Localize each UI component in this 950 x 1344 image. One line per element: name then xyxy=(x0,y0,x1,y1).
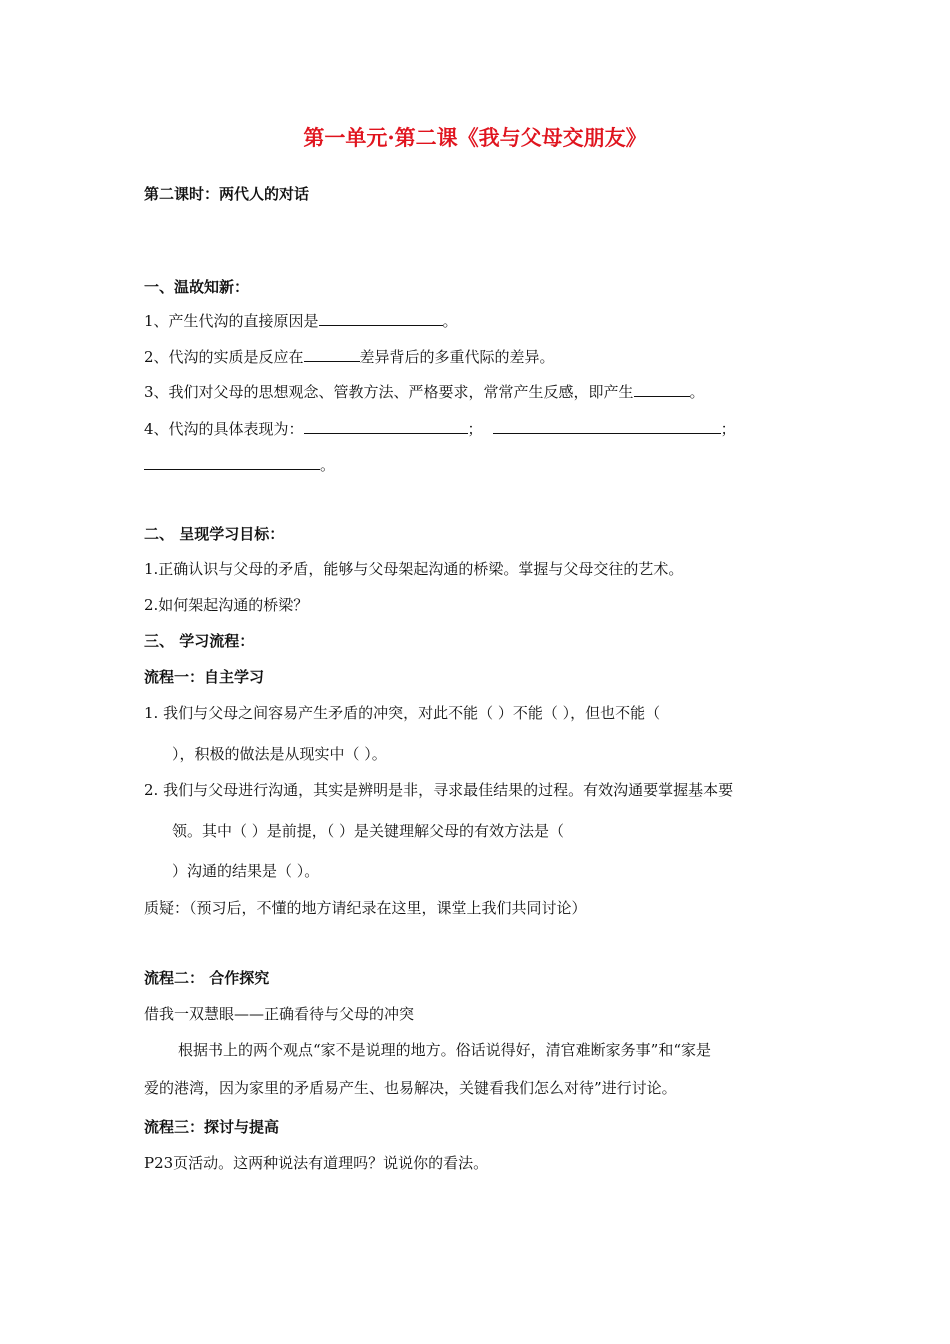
flow3-heading: 流程三：探讨与提高 xyxy=(144,1118,280,1136)
section3-heading: 三、 学习流程： xyxy=(144,632,255,650)
review-question-3 xyxy=(144,382,705,402)
goal-2: 2.如何架起沟通的桥梁？ xyxy=(144,596,309,614)
flow1-q1-line2: ），积极的做法是从现实中（ ）。 xyxy=(172,745,387,763)
flow2-topic: 借我一双慧眼——正确看待与父母的冲突 xyxy=(144,1005,415,1023)
review-question-1 xyxy=(144,311,458,331)
q4-sep-1: ； xyxy=(467,420,483,438)
review-question-4 xyxy=(144,419,736,439)
section2-heading: 二、 呈现学习目标： xyxy=(144,525,285,543)
flow2-heading: 流程二： 合作探究 xyxy=(144,969,270,987)
flow1-q2-line3: ）沟通的结果是（ ）。 xyxy=(172,862,320,880)
q4-end: 。 xyxy=(320,456,336,474)
q4-text: 4、代沟的具体表现为： xyxy=(144,420,304,438)
q2-blank[interactable] xyxy=(304,347,360,362)
q4-blank-2[interactable] xyxy=(493,419,721,434)
lesson-subtitle: 第二课时：两代人的对话 xyxy=(144,185,310,203)
q1-end: 。 xyxy=(442,312,458,330)
review-question-2 xyxy=(144,347,555,367)
q3-blank[interactable] xyxy=(634,382,690,397)
q2-text: 2、代沟的实质是反应在 xyxy=(144,348,304,366)
q2-end: 差异背后的多重代际的差异。 xyxy=(359,348,555,366)
q4-blank-1[interactable] xyxy=(304,419,468,434)
q4-blank-3[interactable] xyxy=(144,455,320,470)
goal-1: 1.正确认识与父母的矛盾，能够与父母架起沟通的桥梁。掌握与父母交往的艺术。 xyxy=(144,560,684,578)
q1-blank[interactable] xyxy=(319,311,443,326)
q4-sep-2: ； xyxy=(720,420,736,438)
flow1-q1-line1: 1. 我们与父母之间容易产生矛盾的冲突，对此不能（ ）不能（ ），但也不能（ xyxy=(144,704,661,722)
review-question-4-cont xyxy=(144,455,335,475)
q3-end: 。 xyxy=(689,383,705,401)
flow3-activity: P23页活动。这两种说法有道理吗？说说你的看法。 xyxy=(144,1154,489,1172)
question-note: 质疑：（预习后，不懂的地方请纪录在这里，课堂上我们共同讨论） xyxy=(144,899,587,917)
flow2-para-line1: 根据书上的两个观点“家不是说理的地方。俗话说得好，清官难断家务事”和“家是 xyxy=(178,1041,712,1059)
section1-heading: 一、温故知新： xyxy=(144,278,250,296)
flow2-para-line2: 爱的港湾，因为家里的矛盾易产生、也易解决，关键看我们怎么对待”进行讨论。 xyxy=(144,1079,677,1097)
flow1-q2-line2: 领。其中（ ）是前提，（ ）是关键理解父母的有效方法是（ xyxy=(172,822,565,840)
flow1-heading: 流程一：自主学习 xyxy=(144,668,265,686)
page-title: 第一单元·第二课《我与父母交朋友》 xyxy=(303,125,647,150)
flow1-q2-line1: 2. 我们与父母进行沟通，其实是辨明是非，寻求最佳结果的过程。有效沟通要掌握基本要 xyxy=(144,781,734,799)
q3-text: 3、我们对父母的思想观念、管教方法、严格要求，常常产生反感，即产生 xyxy=(144,383,634,401)
q1-text: 1、产生代沟的直接原因是 xyxy=(144,312,319,330)
